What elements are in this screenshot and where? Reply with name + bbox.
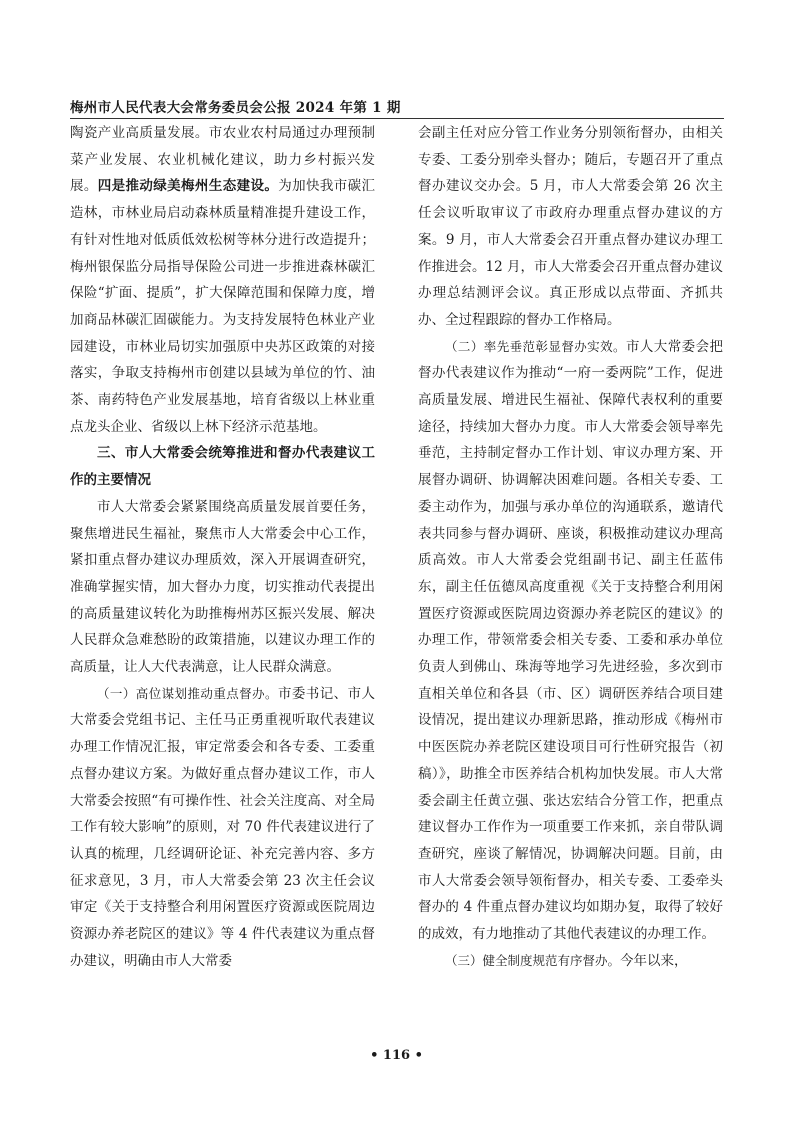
paragraph-text: 市人大常委会把督办代表建议作为推动“一府一委两院”工作，促进高质量发展、增进民生福祉、保障代表权利的重要途径，持续加大督办力度。市人大常委会领导率先垂范，主持制定督办工作计划、审议办理方案、开展督办调研、协调解决困难问题。各相关专委、工委主动作为，加强与承办单位的沟通联系，邀请代表共同参与督办调研、座谈，积极推动建议办理高质高效。市人大常委会党组副书记、副主任蓝伟东，副主任伍德凤高度重视《关于支持整合利用闲置医疗资源或医院周边资源办养老院区的建议》的办理工作，带领常委会相关专委、工委和承办单位负责人到佛山、珠海等地学习先进经验，多次到市直相关单位和各县（市、区）调研医养结合项目建设情况，提出建议办理新思路，推动形成《梅州市中医医院办养老院区建设项目可行性研究报告（初稿）》，助推全市医养结合机构加快发展。市人大常委会副主任黄立强、张达宏结合分管工作，把重点建议督办工作作为一项重要工作来抓，亲自带队调查研究，座谈了解情况，协调解决问题。目前，由市人大常委会领导领衔督办，相关专委、工委牵头督办的 4 件重点督办建议均如期办复，取得了较好的成效，有力地推动了其他代表建议的办理工作。 <box>418 338 723 943</box>
paragraph <box>418 334 723 948</box>
paragraph <box>70 681 375 975</box>
header-divider <box>70 118 724 119</box>
paragraph-text: 陶瓷产业高质量发展。市农业农村局通过办理预制菜产业发展、农业机械化建议，助力乡村振兴发展。 <box>70 125 375 195</box>
subsection-title: （二）率先垂范彰显督办实效。 <box>445 338 626 354</box>
subsection-title: （三）健全制度规范有序督办。 <box>445 952 621 968</box>
paragraph: 市人大常委会紧紧围绕高质量发展首要任务，聚焦增进民生福祉，聚焦市人大常委会中心工作，紧扣重点督办建议办理质效，深入开展调查研究，准确掌握实情，加大督办力度，切实推动代表提出的高质量建议转化为助推梅州苏区振兴发展、解决人民群众急难愁盼的政策措施，以建议办理工作的高质量，让人大代表满意，让人民群众满意。 <box>70 498 375 676</box>
right-column <box>418 120 723 975</box>
paragraph: 会副主任对应分管工作业务分别领衔督办，由相关专委、工委分别牵头督办；随后，专题召开了重点督办建议交办会。5 月，市人大常委会第 26 次主任会议听取审议了市政府办理重点督办建议的方案。9 月，市人大常委会召开重点督办建议办理工作推进会。12 月，市人大常委会召开重点督办建议办理总结测评会议。真正形成以点带面、齐抓共办、全过程跟踪的督办工作格局。 <box>418 125 723 328</box>
paragraph <box>70 120 375 440</box>
left-column <box>70 120 375 975</box>
paragraph-text: 今年以来， <box>620 952 688 969</box>
paragraph <box>418 948 723 975</box>
paragraph-text: 为加快我市碳汇造林，市林业局启动森林质量精准提升建设工作，有针对性地对低质低效松树等林分进行改造提升；梅州银保监分局指导保险公司进一步推进森林碳汇保险“扩面、提质”，扩大保障范围和保障力度，增加商品林碳汇固碳能力。为支持发展特色林业产业园建设，市林业局切实加强原中央苏区政策的对接落实，争取支持梅州市创建以县域为单位的竹、油茶、南药特色产业发展基地，培育省级以上林业重点龙头企业、省级以上林下经济示范基地。 <box>70 178 376 435</box>
page-number: • 116 • <box>370 1048 423 1063</box>
publication-header: 梅州市人民代表大会常务委员会公报 2024 年第 1 期 <box>70 100 401 116</box>
bold-heading: 四是推动绿美梅州生态建设。 <box>97 178 279 195</box>
paragraph-text: 市委书记、市人大常委会党组书记、主任马正勇重视听取代表建议办理工作情况汇报，审定常委会和各专委、工委重点督办建议方案。为做好重点督办建议工作，市人大常委会按照“有可操作性、社会关注度高、对全局工作有较大影响”的原则，对 70 件代表建议进行了认真的梳理，几经调研论证、补充完善内容、多方征求意见，3 月，市人大常委会第 23 次主任会议审定《关于支持整合利用闲置医疗资源或医院周边资源办养老院区的建议》等 4 件代表建议为重点督办建议，明确由市人大常委 <box>70 685 375 969</box>
section-title: 三、市人大常委会统筹推进和督办代表建议工作的主要情况 <box>70 445 375 489</box>
subsection-title: （一）高位谋划推动重点督办。 <box>97 685 278 701</box>
